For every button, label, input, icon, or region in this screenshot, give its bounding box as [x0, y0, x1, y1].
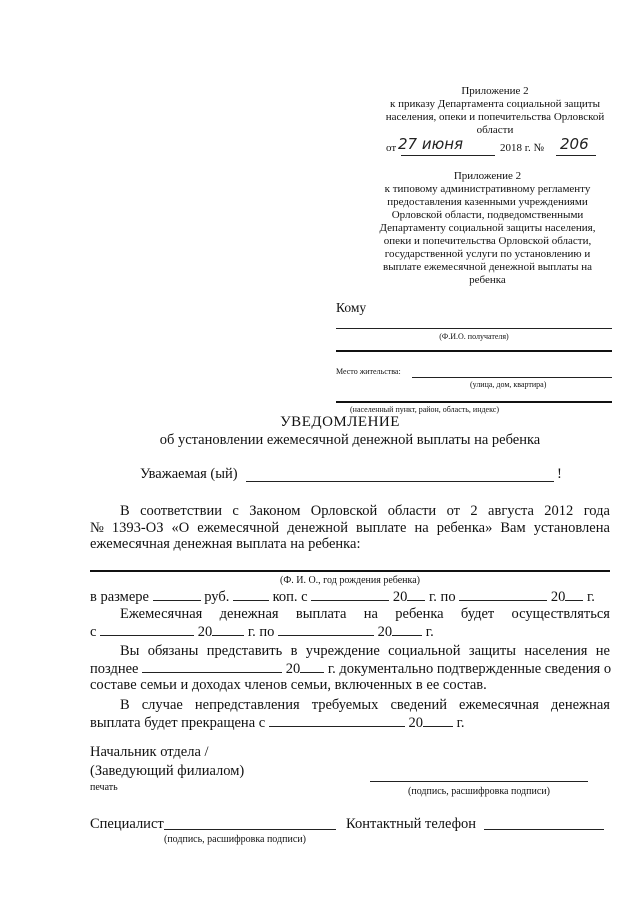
residence-label: Место жительства:	[336, 367, 401, 376]
paragraph-1-line-3: ежемесячная денежная выплата на ребенка:	[90, 536, 361, 552]
handwritten-date: 27 июня	[398, 135, 464, 153]
paragraph-2-line-1: Ежемесячная денежная выплата на ребенка будет осуществляться	[120, 606, 610, 622]
handwritten-number: 206	[560, 135, 589, 153]
child-hint: (Ф. И. О., год рождения ребенка)	[280, 575, 420, 586]
appendix-1-title: Приложение 2	[461, 85, 529, 97]
paragraph-3-line-3: составе семьи и доходах членов семьи, включенных в ее состав.	[90, 677, 487, 693]
paragraph-2-line-2: с 20 г. по 20 г.	[90, 624, 434, 640]
street-hint: (улица, дом, квартира)	[470, 380, 547, 389]
signature-hint: (подпись, расшифровка подписи)	[408, 786, 550, 797]
head-of-department: Начальник отдела /	[90, 744, 209, 760]
paragraph-3-line-2: позднее 20 г. документально подтвержденные сведения о	[90, 661, 612, 677]
order-year: 2018 г. №	[500, 142, 545, 154]
stamp-label: печать	[90, 782, 118, 793]
paragraph-4-line-2: выплата будет прекращена с 20 г.	[90, 715, 465, 731]
contact-phone-label: Контактный телефон	[346, 816, 477, 832]
fio-hint: (Ф.И.О. получателя)	[439, 332, 509, 341]
appendix-2-line: предоставления казенными учреждениями	[387, 196, 588, 208]
to-label: Кому	[336, 300, 367, 315]
appendix-1-line: населения, опеки и попечительства Орловской	[385, 111, 605, 123]
appendix-2-line: опеки и попечительства Орловской области,	[383, 235, 592, 247]
appendix-2-title: Приложение 2	[453, 170, 522, 182]
specialist-signature-hint: (подпись, расшифровка подписи)	[164, 834, 306, 845]
appendix-1-line: области	[476, 124, 514, 136]
notice-title: УВЕДОМЛЕНИЕ	[280, 414, 400, 430]
locality-hint: (населенный пункт, район, область, индекс)	[350, 405, 500, 414]
date-prefix: от	[386, 142, 397, 154]
amount-line: в размере руб. коп. с 20 г. по 20 г.	[90, 589, 595, 605]
paragraph-3-line-1: Вы обязаны представить в учреждение социальной защиты населения не	[120, 643, 610, 659]
paragraph-1-line-1: В соответствии с Законом Орловской области от 2 августа 2012 года	[120, 503, 610, 519]
appendix-2-line: Орловской области, подведомственными	[391, 209, 584, 221]
appendix-2-line: выплате ежемесячной денежной выплаты на	[383, 261, 592, 273]
specialist-label: Специалист	[90, 816, 164, 832]
appendix-2-line: ребенка	[469, 274, 506, 286]
appendix-2-line: государственной услуги по установлению и	[384, 248, 591, 260]
greeting: Уважаемая (ый)	[140, 466, 238, 482]
appendix-1-line: к приказу Департамента социальной защиты	[389, 98, 600, 110]
paragraph-1-line-2: № 1393-ОЗ «О ежемесячной денежной выплате на ребенка» Вам установлена	[90, 520, 610, 536]
paragraph-4-line-1: В случае непредставления требуемых сведений ежемесячная денежная	[120, 697, 610, 713]
greeting-exclamation: !	[557, 466, 562, 482]
appendix-2-line: к типовому административному регламенту	[384, 183, 591, 195]
notice-subtitle: об установлении ежемесячной денежной выплаты на ребенка	[159, 432, 541, 448]
head-of-branch: (Заведующий филиалом)	[90, 763, 245, 779]
appendix-2-line: Департаменту социальной защиты населения,	[379, 222, 596, 234]
